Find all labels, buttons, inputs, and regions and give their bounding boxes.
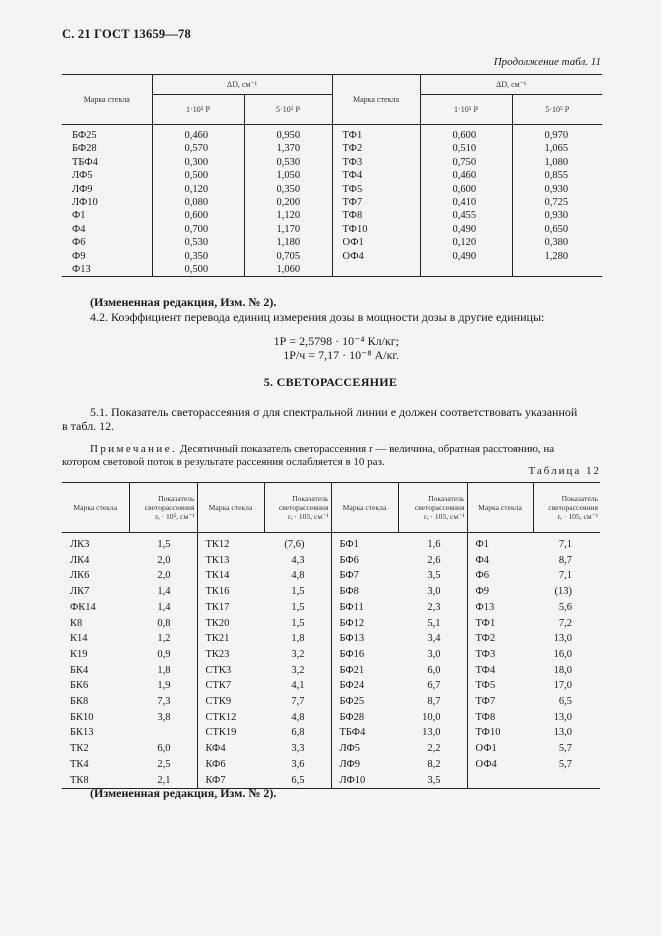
cell-value: 0,950 [244, 125, 332, 143]
cell-value: 13,0 [553, 633, 572, 645]
table-row [62, 156, 602, 169]
cell-value: 0,410 [420, 196, 512, 209]
cell-glass-mark: БФ28 [331, 710, 398, 726]
col-header-scattering-line: rₑ · 105, см⁻¹ [288, 512, 329, 521]
table-row [62, 663, 600, 679]
cell-glass-mark: ОФ4 [332, 250, 420, 263]
cell-value: 1,050 [244, 169, 332, 182]
cell-value: 8,2 [427, 758, 441, 770]
cell-glass-mark: ТФ2 [467, 631, 533, 647]
table-row [62, 710, 600, 726]
table-row [62, 631, 600, 647]
cell-value: 0,120 [420, 236, 512, 249]
cell-glass-mark: ТК21 [197, 631, 264, 647]
cell-glass-mark: БК13 [70, 727, 94, 739]
cell-value: 7,3 [157, 696, 171, 708]
cell-glass-mark: ТФ4 [467, 663, 533, 679]
cell-value: 2,1 [129, 773, 197, 789]
cell-value: 3,6 [291, 758, 305, 770]
col-header-scattering-line: rₑ · 10⁵, см⁻¹ [155, 512, 195, 521]
cell-value: 2,0 [157, 570, 171, 582]
cell-value: 0,460 [420, 169, 512, 182]
cell-value: 0,930 [512, 183, 602, 196]
cell-glass-mark: ТФ8 [467, 710, 533, 726]
cell-value [533, 773, 600, 789]
cell-value: 0,700 [152, 223, 244, 236]
cell-value: 0,350 [244, 183, 332, 196]
table-row [62, 142, 602, 155]
cell-glass-mark: БФ1 [331, 533, 398, 553]
col-header-scattering-line: Показатель [561, 494, 598, 503]
table-row [62, 584, 600, 600]
cell-value: 2,6 [427, 554, 441, 566]
cell-value: 4,3 [291, 554, 305, 566]
cell-value: 1,080 [512, 156, 602, 169]
cell-value: 18,0 [553, 664, 572, 676]
cell-value: 0,8 [157, 617, 171, 629]
col-header-scattering-index [129, 483, 197, 533]
col-header-dose1-left: 1·10⁵ Р [152, 95, 244, 125]
cell-glass-mark: Ф1 [467, 533, 533, 553]
cell-value: 0,380 [512, 236, 602, 249]
col-header-mark-left: Марка стекла [62, 75, 152, 125]
cell-glass-mark: СТК12 [197, 710, 264, 726]
cell-glass-mark: Ф6 [467, 568, 533, 584]
cell-value: 1,5 [157, 539, 171, 550]
table-continuation-label: Продолжение табл. 11 [493, 56, 601, 68]
cell-glass-mark: ТК12 [197, 533, 264, 553]
table-row [62, 757, 600, 773]
table-row [62, 196, 602, 209]
col-header-dose1-right: 1·10⁵ Р [420, 95, 512, 125]
col-header-dose5-right: 5·10⁵ Р [512, 95, 602, 125]
cell-value: 0,570 [152, 142, 244, 155]
page-header: С. 21 ГОСТ 13659—78 [62, 27, 191, 41]
cell-value: 1,9 [157, 680, 171, 692]
cell-value: 1,060 [244, 263, 332, 277]
cell-value: 0,930 [512, 209, 602, 222]
cell-value [512, 263, 602, 277]
cell-glass-mark: БФ7 [331, 568, 398, 584]
col-header-mark-right: Марка стекла [332, 75, 420, 125]
cell-glass-mark: Ф13 [62, 263, 152, 277]
cell-value: 1,4 [157, 601, 171, 613]
col-header-scattering-line: светорассеяния [144, 503, 195, 512]
cell-value: 1,5 [291, 601, 305, 613]
cell-glass-mark: ТФ8 [332, 209, 420, 222]
cell-glass-mark: ЛК7 [70, 586, 90, 598]
cell-glass-mark: ЛФ9 [72, 183, 93, 195]
table-row [62, 678, 600, 694]
cell-glass-mark: Ф9 [467, 584, 533, 600]
table-row [62, 209, 602, 222]
col-header-mark: Марка стекла [331, 483, 398, 533]
col-header-mark: Марка стекла [467, 483, 533, 533]
cell-glass-mark: БФ21 [331, 663, 398, 679]
cell-glass-mark: Ф4 [72, 223, 86, 235]
cell-value: 1,8 [157, 664, 171, 676]
cell-value: 3,3 [291, 743, 305, 755]
cell-value: 16,0 [553, 648, 572, 660]
note-line1 [90, 443, 554, 457]
cell-glass-mark: ЛФ5 [331, 741, 398, 757]
paragraph-5-1-line1: 5.1. Показатель светорассеяния σ для спектральной линии e должен соответствовать указанной [90, 405, 578, 419]
cell-glass-mark: БК6 [70, 680, 89, 692]
cell-value: 0,080 [152, 196, 244, 209]
cell-glass-mark: ТФ7 [467, 694, 533, 710]
cell-value: (7,6) [284, 539, 305, 550]
cell-glass-mark: БК8 [70, 696, 89, 708]
cell-glass-mark: ТК20 [197, 616, 264, 632]
col-header-scattering-line: Показатель [292, 494, 329, 503]
cell-glass-mark: БФ11 [331, 600, 398, 616]
cell-value: 7,7 [291, 696, 305, 708]
cell-value: 7,1 [558, 539, 572, 550]
cell-value: 2,0 [157, 554, 171, 566]
cell-value: 1,5 [291, 586, 305, 598]
cell-glass-mark: Ф6 [72, 237, 86, 249]
paragraph-5-1-line2: в табл. 12. [62, 419, 115, 433]
cell-value: 3,5 [398, 773, 467, 789]
cell-value: 3,2 [291, 664, 305, 676]
paragraph-4-2: 4.2. Коэффициент перевода единиц измерения дозы в мощности дозы в другие единицы: [90, 310, 545, 324]
cell-value: 2,2 [427, 743, 441, 755]
table-row [62, 183, 602, 196]
cell-glass-mark: ЛФ10 [331, 773, 398, 789]
cell-glass-mark: БФ16 [331, 647, 398, 663]
cell-value: 0,500 [152, 263, 244, 277]
cell-value: 0,500 [152, 169, 244, 182]
cell-value: 3,4 [427, 633, 441, 645]
cell-value [420, 263, 512, 277]
cell-value: 6,5 [264, 773, 331, 789]
cell-glass-mark: ТФ2 [332, 142, 420, 155]
cell-glass-mark: БФ6 [331, 553, 398, 569]
cell-value [129, 725, 197, 741]
formula-coulomb: 1Р = 2,5798 · 10⁻⁴ Кл/кг; [273, 334, 399, 348]
cell-glass-mark: ЛК3 [70, 539, 90, 550]
cell-value: 3,8 [157, 711, 171, 723]
table-row [62, 236, 602, 249]
table-row [62, 223, 602, 236]
cell-value: 5,1 [427, 617, 441, 629]
cell-glass-mark: ЛФ5 [72, 170, 93, 182]
cell-glass-mark: ЛК4 [70, 554, 90, 566]
cell-glass-mark: ТФ1 [467, 616, 533, 632]
cell-glass-mark: ТБФ4 [331, 725, 398, 741]
cell-value: 0,300 [152, 156, 244, 169]
cell-glass-mark: ТФ7 [332, 196, 420, 209]
cell-glass-mark: ТК14 [197, 568, 264, 584]
col-header-scattering-index [264, 483, 331, 533]
section-title: 5. СВЕТОРАССЕЯНИЕ [263, 375, 398, 389]
cell-value: 0,750 [420, 156, 512, 169]
revision-note-1: (Измененная редакция, Изм. № 2). [90, 295, 277, 309]
cell-value: 0,855 [512, 169, 602, 182]
table-row [62, 616, 600, 632]
cell-value: 6,8 [291, 727, 305, 739]
cell-glass-mark: БК4 [70, 664, 89, 676]
cell-value: 4,8 [291, 711, 305, 723]
col-header-scattering-line: светорассеяния [414, 503, 465, 512]
cell-glass-mark: КФ4 [197, 741, 264, 757]
cell-glass-mark: ОФ1 [467, 741, 533, 757]
col-header-delta-left: ΔD, см⁻¹ [152, 75, 332, 95]
cell-value: 1,120 [244, 209, 332, 222]
cell-value: 7,1 [558, 570, 572, 582]
cell-value: 10,0 [422, 711, 441, 723]
cell-value: 0,530 [152, 236, 244, 249]
table-row [62, 725, 600, 741]
cell-value: 0,510 [420, 142, 512, 155]
cell-value: 0,350 [152, 250, 244, 263]
cell-value: 0,490 [420, 250, 512, 263]
cell-glass-mark: ТК2 [70, 743, 89, 755]
table-11-continuation [62, 74, 602, 277]
cell-glass-mark: Ф1 [72, 210, 86, 222]
col-header-scattering-line: rₑ · 105, см⁻¹ [557, 512, 598, 521]
cell-glass-mark: БФ25 [331, 694, 398, 710]
cell-value: 5,7 [558, 758, 572, 770]
cell-glass-mark: Ф4 [467, 553, 533, 569]
cell-value: 1,170 [244, 223, 332, 236]
cell-value: 1,6 [427, 539, 441, 550]
formula-ampere: 1Р/ч = 7,17 · 10⁻⁸ А/кг. [283, 348, 399, 362]
table-row [62, 647, 600, 663]
cell-glass-mark: БФ12 [331, 616, 398, 632]
cell-glass-mark: БФ13 [331, 631, 398, 647]
cell-glass-mark: К19 [70, 648, 88, 660]
cell-glass-mark: БФ24 [331, 678, 398, 694]
cell-value: 0,725 [512, 196, 602, 209]
cell-glass-mark: ТК4 [70, 758, 89, 770]
cell-value: 8,7 [427, 696, 441, 708]
cell-value: 3,2 [291, 648, 305, 660]
cell-glass-mark: ТК8 [62, 773, 129, 789]
col-header-mark: Марка стекла [197, 483, 264, 533]
cell-glass-mark: ТБФ4 [72, 156, 98, 168]
cell-value: 0,530 [244, 156, 332, 169]
table-12-caption: Таблица 12 [528, 465, 601, 477]
cell-glass-mark: ЛК6 [70, 570, 90, 582]
cell-glass-mark: БФ25 [72, 130, 97, 141]
col-header-scattering-index [533, 483, 600, 533]
cell-glass-mark: ТФ5 [467, 678, 533, 694]
cell-glass-mark: ТФ1 [332, 125, 420, 143]
cell-glass-mark: БК10 [70, 711, 94, 723]
cell-glass-mark: К8 [70, 617, 83, 629]
cell-value: 1,065 [512, 142, 602, 155]
cell-value: 1,8 [291, 633, 305, 645]
cell-glass-mark: БФ28 [72, 143, 97, 155]
cell-value: 2,5 [157, 758, 171, 770]
cell-value: 1,2 [157, 633, 171, 645]
cell-value: 6,7 [427, 680, 441, 692]
col-header-scattering-line: rₑ · 105, см⁻¹ [424, 512, 465, 521]
col-header-scattering-line: светорассеяния [548, 503, 598, 512]
cell-glass-mark [332, 263, 420, 277]
cell-value: 2,3 [427, 601, 441, 613]
cell-glass-mark: ТФ10 [332, 223, 420, 236]
cell-glass-mark: Ф13 [467, 600, 533, 616]
table-row [62, 741, 600, 757]
cell-value: 1,4 [157, 586, 171, 598]
cell-value: 6,5 [558, 696, 572, 708]
col-header-dose5-left: 5·10⁵ Р [244, 95, 332, 125]
cell-glass-mark: ТК13 [197, 553, 264, 569]
note-label: Примечание. [90, 443, 178, 455]
cell-value: 1,5 [291, 617, 305, 629]
table-row [62, 553, 600, 569]
cell-value: 1,280 [512, 250, 602, 263]
note-text-line1: Десятичный показатель светорассеяния r — величина, обратная расстоянию, на [179, 443, 555, 455]
col-header-mark: Марка стекла [62, 483, 129, 533]
cell-glass-mark: К14 [70, 633, 88, 645]
cell-value: 4,8 [291, 570, 305, 582]
cell-glass-mark: СТК9 [197, 694, 264, 710]
cell-glass-mark: СТК3 [197, 663, 264, 679]
cell-glass-mark: Ф9 [72, 250, 86, 262]
cell-value: 6,0 [427, 664, 441, 676]
cell-glass-mark: ТФ10 [467, 725, 533, 741]
cell-value: 1,370 [244, 142, 332, 155]
table-row [62, 263, 602, 277]
col-header-delta-right: ΔD, см⁻¹ [420, 75, 602, 95]
cell-glass-mark: ОФ1 [332, 236, 420, 249]
col-header-scattering-index [398, 483, 467, 533]
cell-value: 0,200 [244, 196, 332, 209]
cell-glass-mark: ЛФ9 [331, 757, 398, 773]
cell-value: 0,120 [152, 183, 244, 196]
cell-glass-mark: ТК23 [197, 647, 264, 663]
cell-value: 5,6 [558, 601, 572, 613]
table-12 [62, 482, 600, 789]
cell-glass-mark: ЛФ10 [72, 197, 98, 209]
cell-value: 3,0 [427, 586, 441, 598]
cell-value: 4,1 [291, 680, 305, 692]
cell-value: 0,970 [512, 125, 602, 143]
revision-note-2: (Измененная редакция, Изм. № 2). [90, 786, 277, 800]
cell-value: 17,0 [553, 680, 572, 692]
cell-value: 13,0 [553, 727, 572, 739]
cell-glass-mark: БФ8 [331, 584, 398, 600]
cell-value: 7,2 [558, 617, 572, 629]
cell-value: 6,0 [157, 743, 171, 755]
cell-glass-mark: ТФ4 [332, 169, 420, 182]
note-text-line2: котором световой поток в результате рассеяния ослабляется в 10 раз. [62, 456, 385, 468]
table-row [62, 533, 600, 553]
cell-value: 5,7 [558, 743, 572, 755]
cell-value: 0,490 [420, 223, 512, 236]
cell-value: 0,455 [420, 209, 512, 222]
col-header-scattering-line: Показатель [428, 494, 465, 503]
cell-glass-mark [467, 773, 533, 789]
cell-glass-mark: КФ7 [197, 773, 264, 789]
cell-value: 13,0 [422, 727, 441, 739]
cell-glass-mark: ТФ5 [332, 183, 420, 196]
table-row [62, 250, 602, 263]
col-header-scattering-line: Показатель [158, 494, 195, 503]
cell-value: 3,5 [427, 570, 441, 582]
cell-value: 3,0 [427, 648, 441, 660]
cell-value: 1,180 [244, 236, 332, 249]
cell-value: (13) [554, 586, 572, 598]
cell-glass-mark: ОФ4 [467, 757, 533, 773]
table-row [62, 568, 600, 584]
cell-glass-mark: ТК17 [197, 600, 264, 616]
cell-value: 0,600 [420, 125, 512, 143]
cell-glass-mark: СТК19 [197, 725, 264, 741]
table-row [62, 600, 600, 616]
cell-value: 0,705 [244, 250, 332, 263]
cell-value: 13,0 [553, 711, 572, 723]
cell-value: 0,460 [152, 125, 244, 143]
table-row [62, 125, 602, 143]
cell-glass-mark: СТК7 [197, 678, 264, 694]
cell-value: 0,600 [420, 183, 512, 196]
col-header-scattering-line: светорассеяния [278, 503, 329, 512]
cell-glass-mark: ТФ3 [467, 647, 533, 663]
cell-glass-mark: ТК16 [197, 584, 264, 600]
cell-value: 0,600 [152, 209, 244, 222]
cell-value: 0,650 [512, 223, 602, 236]
cell-glass-mark: ФК14 [70, 601, 96, 613]
table-row [62, 169, 602, 182]
cell-glass-mark: КФ6 [197, 757, 264, 773]
cell-value: 8,7 [558, 554, 572, 566]
table-row [62, 694, 600, 710]
cell-glass-mark: ТФ3 [332, 156, 420, 169]
cell-value: 0,9 [157, 648, 171, 660]
